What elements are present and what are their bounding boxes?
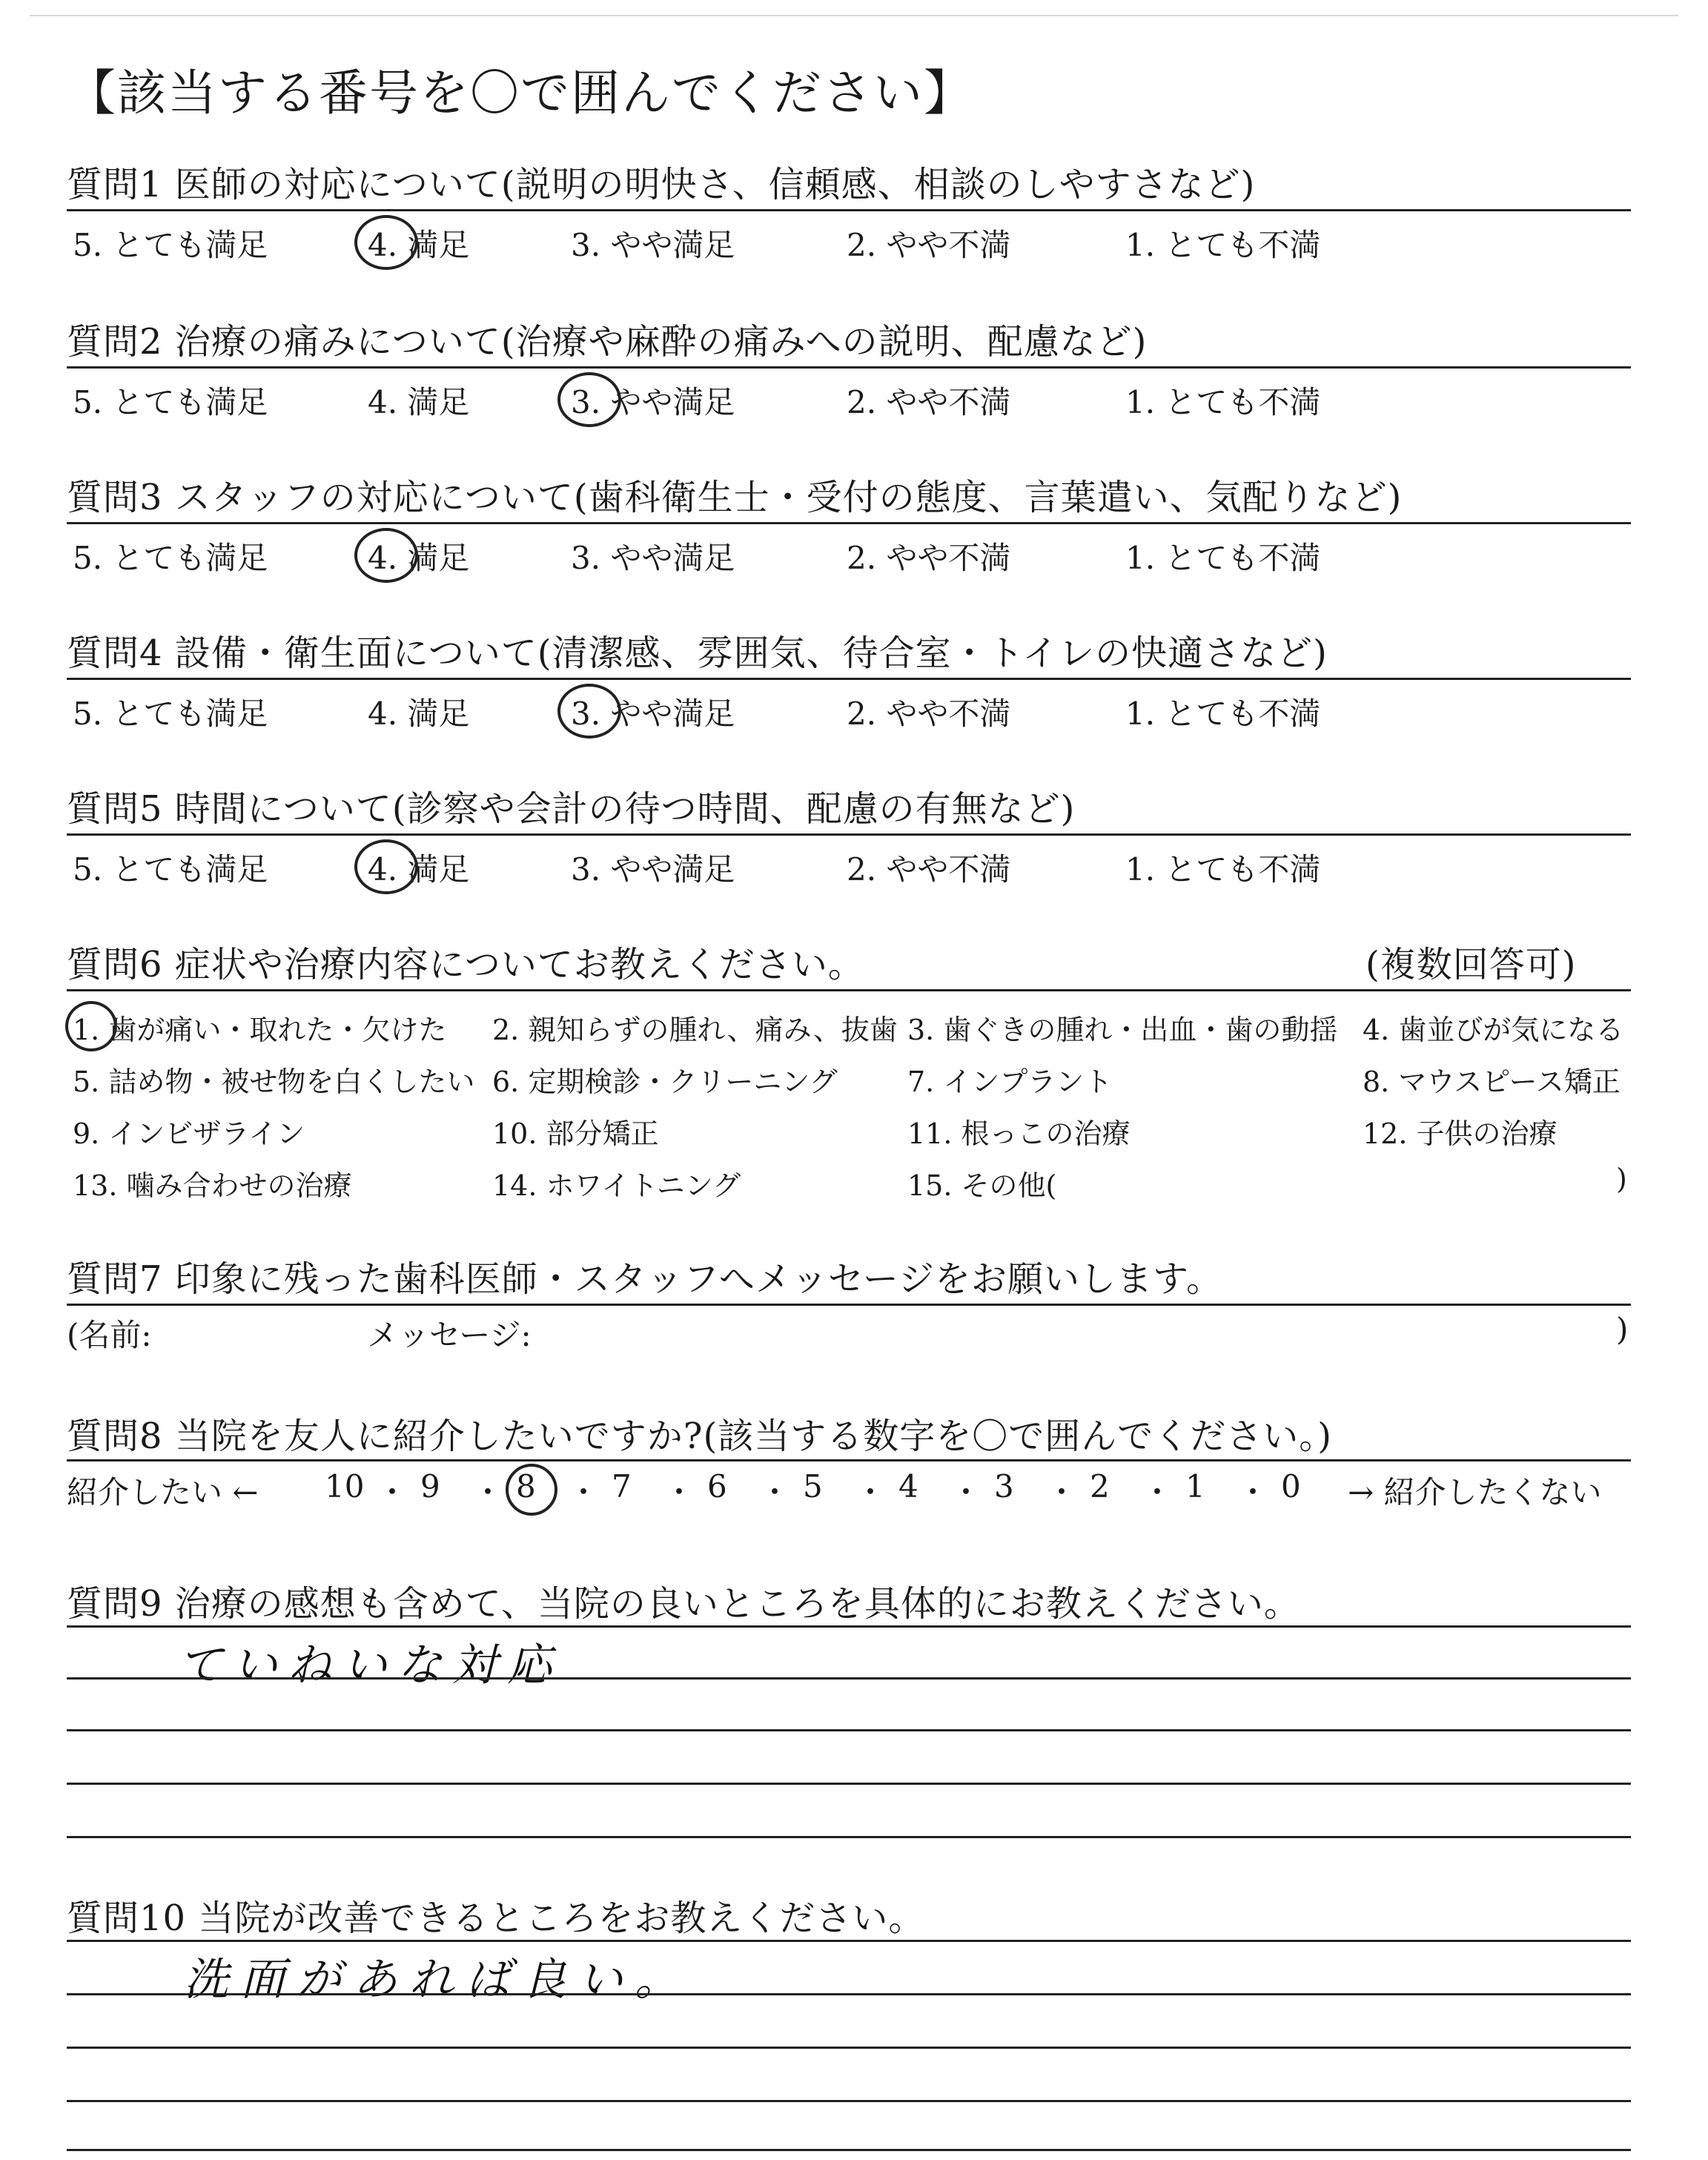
page-title: 【該当する番号を〇で囲んでください】 (67, 65, 974, 122)
page-top-border (30, 15, 1678, 16)
q9-heading: 質問9 治療の感想も含めて、当院の良いところを具体的にお教えください。 (67, 1583, 1300, 1625)
q8-scale-dot: ・ (377, 1474, 408, 1510)
q7-heading: 質問7 印象に残った歯科医師・スタッフへメッセージをお願いします。 (67, 1258, 1223, 1300)
q6-option-2[interactable]: 2. 親知らずの腫れ、痛み、抜歯 (492, 1014, 898, 1046)
q10-rule-3 (67, 2047, 1631, 2049)
q10-rule-1 (67, 1940, 1631, 1942)
q3-option-3[interactable]: 3. やや満足 (571, 540, 735, 576)
q7-close-paren: ) (1616, 1311, 1629, 1347)
q8-scale-dot: ・ (472, 1474, 504, 1510)
q1-heading: 質問1 医師の対応について(説明の明快さ、信頼感、相談のしやすさなど) (67, 164, 1256, 205)
q9-rule-5 (67, 1836, 1631, 1838)
q8-scale-dot: ・ (759, 1474, 791, 1510)
q7-message-label: メッセージ: (367, 1317, 532, 1353)
q8-scale-8[interactable]: 8 (516, 1468, 536, 1505)
q6-option-7[interactable]: 7. インプラント (907, 1066, 1113, 1098)
q6-option-15[interactable]: 15. その他( (907, 1169, 1057, 1202)
q8-scale-9[interactable]: 9 (420, 1468, 440, 1505)
q2-option-4[interactable]: 4. 満足 (368, 384, 470, 420)
q5-rule (67, 833, 1631, 836)
q6-heading: 質問6 症状や治療内容についてお教えください。 (67, 944, 864, 985)
q1-option-1[interactable]: 1. とても不満 (1125, 227, 1321, 263)
q9-rule-2 (67, 1677, 1631, 1680)
q4-heading: 質問4 設備・衛生面について(清潔感、雰囲気、待合室・トイレの快適さなど) (67, 633, 1328, 674)
q2-option-2[interactable]: 2. やや不満 (847, 384, 1011, 420)
q2-option-3[interactable]: 3. やや満足 (571, 384, 735, 420)
q8-scale-dot: ・ (1237, 1474, 1269, 1510)
q10-rule-5 (67, 2149, 1631, 2151)
q6-other-close-paren[interactable]: ) (1616, 1163, 1627, 1195)
q6-option-11[interactable]: 11. 根っこの治療 (907, 1117, 1131, 1150)
q5-option-2[interactable]: 2. やや不満 (847, 851, 1011, 888)
q8-scale-1[interactable]: 1 (1185, 1468, 1205, 1505)
q8-scale-2[interactable]: 2 (1090, 1468, 1110, 1505)
q3-option-2[interactable]: 2. やや不満 (847, 540, 1011, 576)
q6-option-10[interactable]: 10. 部分矯正 (492, 1117, 659, 1150)
q8-left-label: 紹介したい ← (67, 1474, 259, 1510)
q6-option-3[interactable]: 3. 歯ぐきの腫れ・出血・歯の動揺 (907, 1014, 1338, 1046)
q5-option-1[interactable]: 1. とても不満 (1125, 851, 1321, 888)
q6-note: (複数回答可) (1366, 944, 1577, 985)
q8-scale-3[interactable]: 3 (994, 1468, 1014, 1505)
q10-handwritten-answer: 洗面があれば良い。 (184, 1954, 691, 2006)
q2-heading: 質問2 治療の痛みについて(治療や麻酔の痛みへの説明、配慮など) (67, 321, 1148, 363)
q5-option-3[interactable]: 3. やや満足 (571, 851, 735, 888)
q4-option-4[interactable]: 4. 満足 (368, 696, 470, 732)
q1-option-5[interactable]: 5. とても満足 (73, 227, 268, 263)
q9-handwritten-answer: ていねいな対応 (178, 1639, 562, 1691)
q7-rule (67, 1304, 1631, 1306)
q6-option-13[interactable]: 13. 噛み合わせの治療 (73, 1169, 352, 1202)
q5-option-4[interactable]: 4. 満足 (368, 851, 470, 888)
q5-heading: 質問5 時間について(診察や会計の待つ時間、配慮の有無など) (67, 788, 1076, 830)
q3-option-1[interactable]: 1. とても不満 (1125, 540, 1321, 576)
q8-scale-dot: ・ (855, 1474, 887, 1510)
q1-option-2[interactable]: 2. やや不満 (847, 227, 1011, 263)
q8-scale-4[interactable]: 4 (898, 1468, 918, 1505)
q8-scale-dot: ・ (1046, 1474, 1078, 1510)
q3-rule (67, 522, 1631, 524)
q7-name-label: (名前: (67, 1317, 152, 1353)
q4-option-1[interactable]: 1. とても不満 (1125, 696, 1321, 732)
q6-option-5[interactable]: 5. 詰め物・被せ物を白くしたい (73, 1066, 475, 1098)
q5-option-5[interactable]: 5. とても満足 (73, 851, 268, 888)
q6-option-9[interactable]: 9. インビザライン (73, 1117, 305, 1150)
q2-option-5[interactable]: 5. とても満足 (73, 384, 268, 420)
q6-option-14[interactable]: 14. ホワイトニング (492, 1169, 741, 1202)
q8-scale-7[interactable]: 7 (612, 1468, 632, 1505)
q3-option-5[interactable]: 5. とても満足 (73, 540, 268, 576)
q2-option-1[interactable]: 1. とても不満 (1125, 384, 1321, 420)
q8-scale-10[interactable]: 10 (325, 1468, 365, 1505)
q8-right-label: → 紹介したくない (1348, 1474, 1602, 1510)
q6-rule (67, 989, 1631, 991)
q8-heading: 質問8 当院を友人に紹介したいですか?(該当する数字を〇で囲んでください。) (67, 1416, 1332, 1457)
q8-scale-dot: ・ (950, 1474, 982, 1510)
q6-option-4[interactable]: 4. 歯並びが気になる (1363, 1014, 1624, 1046)
q10-rule-4 (67, 2100, 1631, 2102)
q10-heading: 質問10 当院が改善できるところをお教えください。 (67, 1898, 925, 1939)
q6-option-1[interactable]: 1. 歯が痛い・取れた・欠けた (73, 1014, 447, 1046)
q9-rule-1 (67, 1625, 1631, 1628)
q1-option-3[interactable]: 3. やや満足 (571, 227, 735, 263)
q6-option-8[interactable]: 8. マウスピース矯正 (1363, 1066, 1621, 1098)
q8-scale-dot: ・ (1142, 1474, 1174, 1510)
q8-scale-5[interactable]: 5 (803, 1468, 823, 1505)
q6-option-6[interactable]: 6. 定期検診・クリーニング (492, 1066, 838, 1098)
q8-rule (67, 1459, 1631, 1462)
q3-heading: 質問3 スタッフの対応について(歯科衛生士・受付の態度、言葉遣い、気配りなど) (67, 477, 1403, 518)
q6-option-12[interactable]: 12. 子供の治療 (1363, 1117, 1558, 1150)
q8-scale-0[interactable]: 0 (1281, 1468, 1301, 1505)
q8-scale-dot: ・ (568, 1474, 600, 1510)
q3-option-4[interactable]: 4. 満足 (368, 540, 470, 576)
q4-option-3[interactable]: 3. やや満足 (571, 696, 735, 732)
q9-rule-4 (67, 1783, 1631, 1785)
q4-option-5[interactable]: 5. とても満足 (73, 696, 268, 732)
q1-rule (67, 209, 1631, 211)
q1-option-4[interactable]: 4. 満足 (368, 227, 470, 263)
q9-rule-3 (67, 1729, 1631, 1731)
q4-option-2[interactable]: 2. やや不満 (847, 696, 1011, 732)
q4-rule (67, 678, 1631, 680)
q2-rule (67, 366, 1631, 369)
q10-rule-2 (67, 1993, 1631, 1995)
q8-scale-6[interactable]: 6 (707, 1468, 727, 1505)
q8-scale-dot: ・ (663, 1474, 695, 1510)
